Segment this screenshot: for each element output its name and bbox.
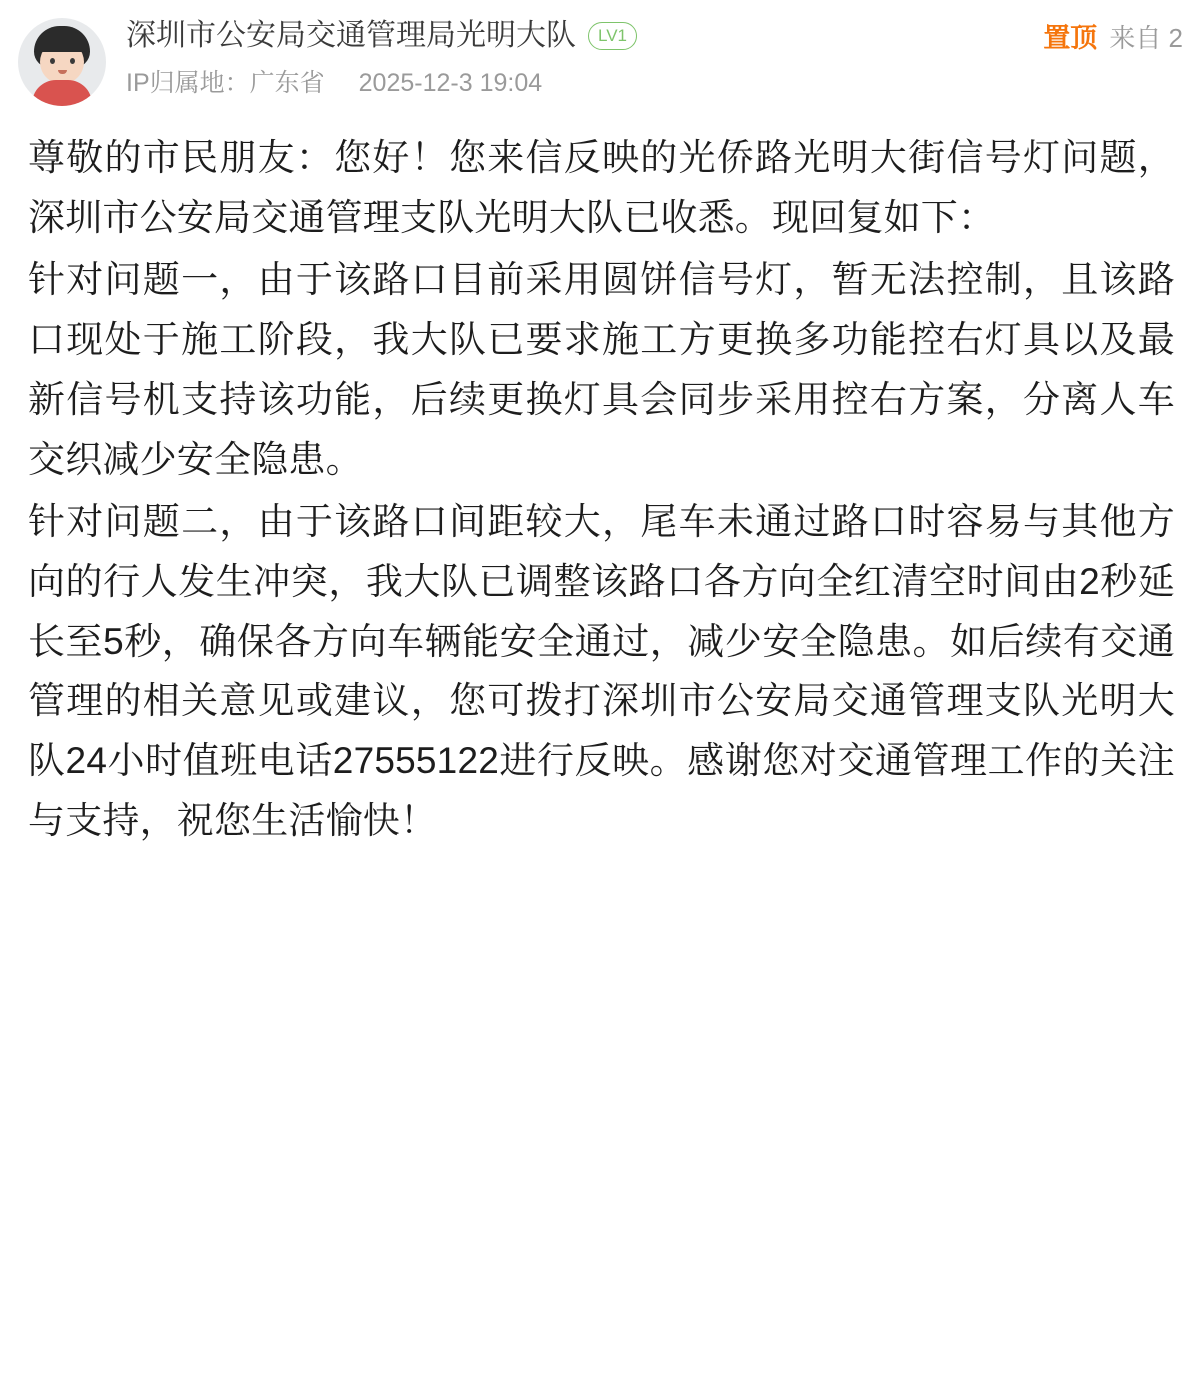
avatar-body-shape <box>32 80 92 106</box>
post-timestamp: 2025-12-3 19:04 <box>358 69 543 97</box>
author-row <box>126 16 1183 56</box>
ip-location-value: 广东省 <box>249 69 325 97</box>
avatar[interactable] <box>18 18 106 106</box>
level-badge: LV1 <box>588 22 637 50</box>
ip-location-label: IP归属地： <box>126 69 250 97</box>
pinned-badge: 置顶 <box>1043 23 1098 53</box>
ip-location <box>126 66 325 100</box>
post-paragraph: 尊敬的市民朋友：您好！您来信反映的光侨路光明大街信号灯问题，深圳市公安局交通管理支队光明大队已收悉。现回复如下： <box>28 137 1175 238</box>
author-name[interactable]: 深圳市公安局交通管理局光明大队 <box>126 19 576 52</box>
post-header <box>18 14 1183 110</box>
header-right-group <box>1043 20 1183 56</box>
avatar-fringe-shape <box>36 32 88 52</box>
header-text-block <box>106 14 1183 100</box>
post-content <box>18 128 1183 877</box>
post-meta <box>126 66 1183 100</box>
avatar-eye-right <box>70 58 75 64</box>
post-paragraph: 针对问题一，由于该路口目前采用圆饼信号灯，暂无法控制，且该路口现处于施工阶段，我大队已要求施工方更换多功能控右灯具以及最新信号机支持该功能，后续更换灯具会同步采用控右方案，分离人车交织减少安全隐患。 <box>28 258 1175 480</box>
post-source-label[interactable]: 来自 2 <box>1109 23 1183 53</box>
avatar-eye-left <box>50 58 55 64</box>
post-paragraph: 针对问题二，由于该路口间距较大，尾车未通过路口时容易与其他方向的行人发生冲突，我大队已调整该路口各方向全红清空时间由2秒延长至5秒，确保各方向车辆能安全通过，减少安全隐患。如后续有交通管理的相关意见或建议，您可拨打深圳市公安局交通管理支队光明大队24小时值班电话27555122进行反映。感谢您对交通管理工作的关注与支持，祝您生活愉快！ <box>28 500 1175 842</box>
